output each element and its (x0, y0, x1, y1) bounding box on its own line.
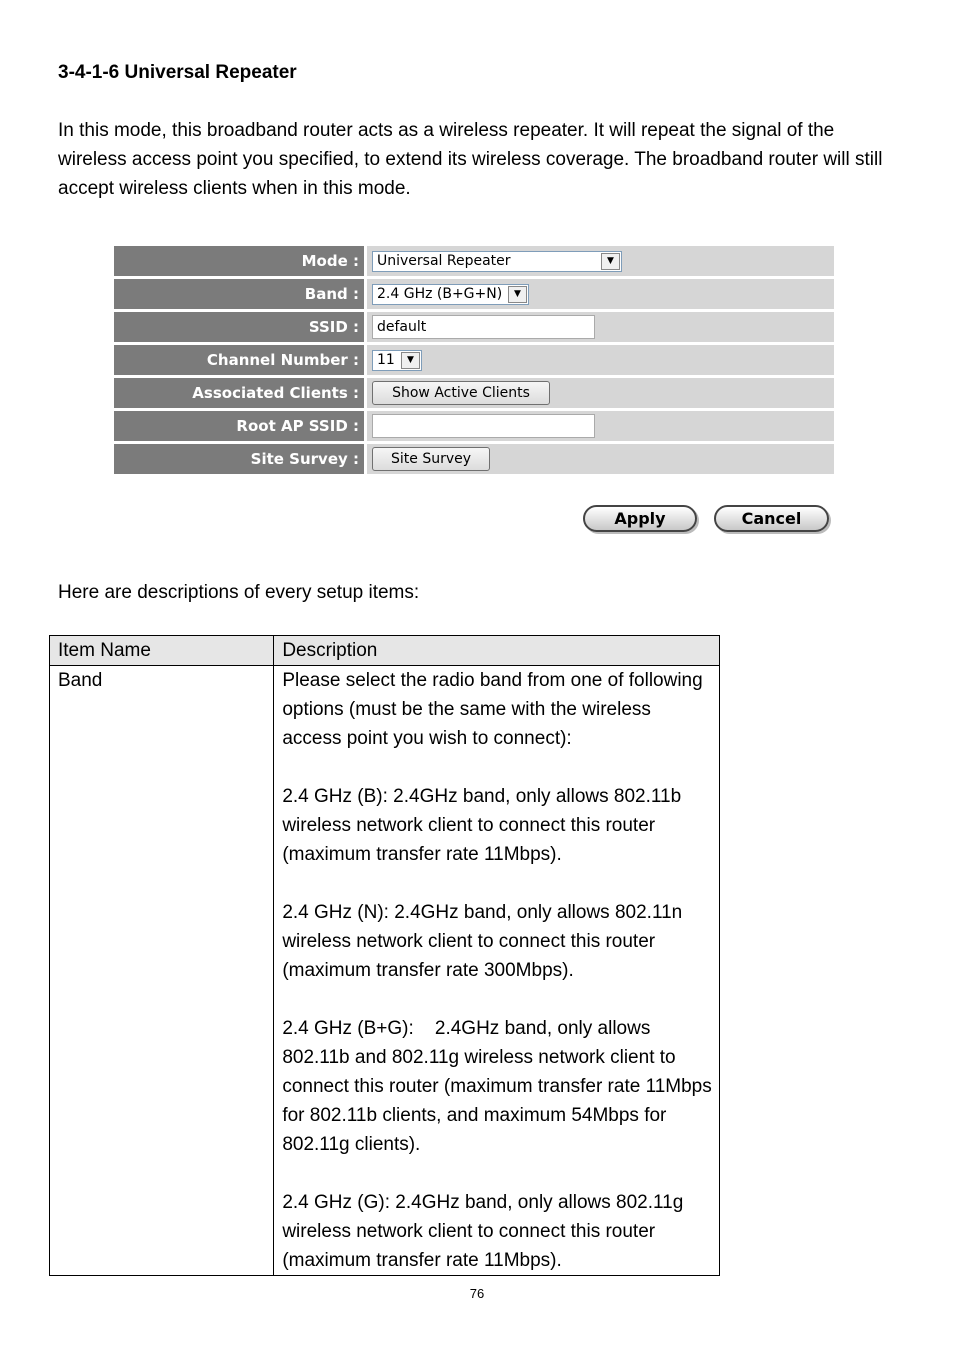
root-ap-ssid-input[interactable] (372, 414, 595, 438)
show-active-clients-button[interactable]: Show Active Clients (372, 381, 550, 405)
mode-select[interactable] (372, 251, 622, 272)
band-select-value: 2.4 GHz (B+G+N) (377, 286, 503, 302)
site-survey-row (114, 444, 834, 474)
channel-select[interactable] (372, 350, 422, 371)
router-settings-form (114, 246, 834, 477)
site-survey-label: Site Survey : (114, 444, 364, 474)
header-item-name: Item Name (50, 636, 274, 666)
band-row (114, 279, 834, 309)
mode-row (114, 246, 834, 276)
root-ap-ssid-label: Root AP SSID : (114, 411, 364, 441)
ssid-input[interactable]: default (372, 315, 595, 339)
chevron-down-icon: ▼ (401, 352, 420, 369)
cancel-button[interactable]: Cancel (714, 505, 829, 532)
ssid-row (114, 312, 834, 342)
section-heading: 3-4-1-6 Universal Repeater (58, 62, 297, 83)
root-ap-ssid-row (114, 411, 834, 441)
mode-select-value: Universal Repeater (377, 253, 511, 269)
description-table (49, 635, 720, 1276)
description-paragraph: 2.4 GHz (B+G): 2.4GHz band, only allows 802.11b and 802.11g wireless network client to connect this router (maximum transfer rate 11Mbps for 802.11b clients, and maximum 54Mbps for 802.11g clients). (282, 1018, 718, 1155)
band-label: Band : (114, 279, 364, 309)
ssid-label: SSID : (114, 312, 364, 342)
table-row (50, 666, 720, 1276)
description-paragraph: 2.4 GHz (G): 2.4GHz band, only allows 802.11g wireless network client to connect this router (maximum transfer rate 11Mbps). (282, 1192, 689, 1271)
band-select[interactable] (372, 284, 529, 305)
description-paragraph: 2.4 GHz (N): 2.4GHz band, only allows 802.11n wireless network client to connect this router (maximum transfer rate 300Mbps). (282, 902, 688, 981)
page-number: 76 (469, 1286, 485, 1301)
mode-label: Mode : (114, 246, 364, 276)
description-cell (274, 666, 720, 1276)
chevron-down-icon: ▼ (508, 286, 527, 303)
item-name-cell: Band (50, 666, 274, 1276)
apply-button[interactable]: Apply (583, 505, 697, 532)
table-header-row (50, 636, 720, 666)
header-description: Description (274, 636, 720, 666)
site-survey-button[interactable]: Site Survey (372, 447, 490, 471)
descriptions-intro: Here are descriptions of every setup items: (58, 582, 420, 603)
associated-clients-row (114, 378, 834, 408)
channel-select-value: 11 (377, 352, 395, 368)
description-paragraph: Please select the radio band from one of following options (must be the same with the wireless access point you wish to connect): (282, 670, 708, 749)
channel-row (114, 345, 834, 375)
intro-paragraph: In this mode, this broadband router acts as a wireless repeater. It will repeat the signal of the wireless access point you specified, to extend its wireless coverage. The broadband router will still accept wireless clients when in this mode. (58, 120, 883, 199)
description-paragraph: 2.4 GHz (B): 2.4GHz band, only allows 802.11b wireless network client to connect this router (maximum transfer rate 11Mbps). (282, 786, 687, 865)
chevron-down-icon: ▼ (601, 253, 620, 270)
associated-clients-label: Associated Clients : (114, 378, 364, 408)
channel-label: Channel Number : (114, 345, 364, 375)
